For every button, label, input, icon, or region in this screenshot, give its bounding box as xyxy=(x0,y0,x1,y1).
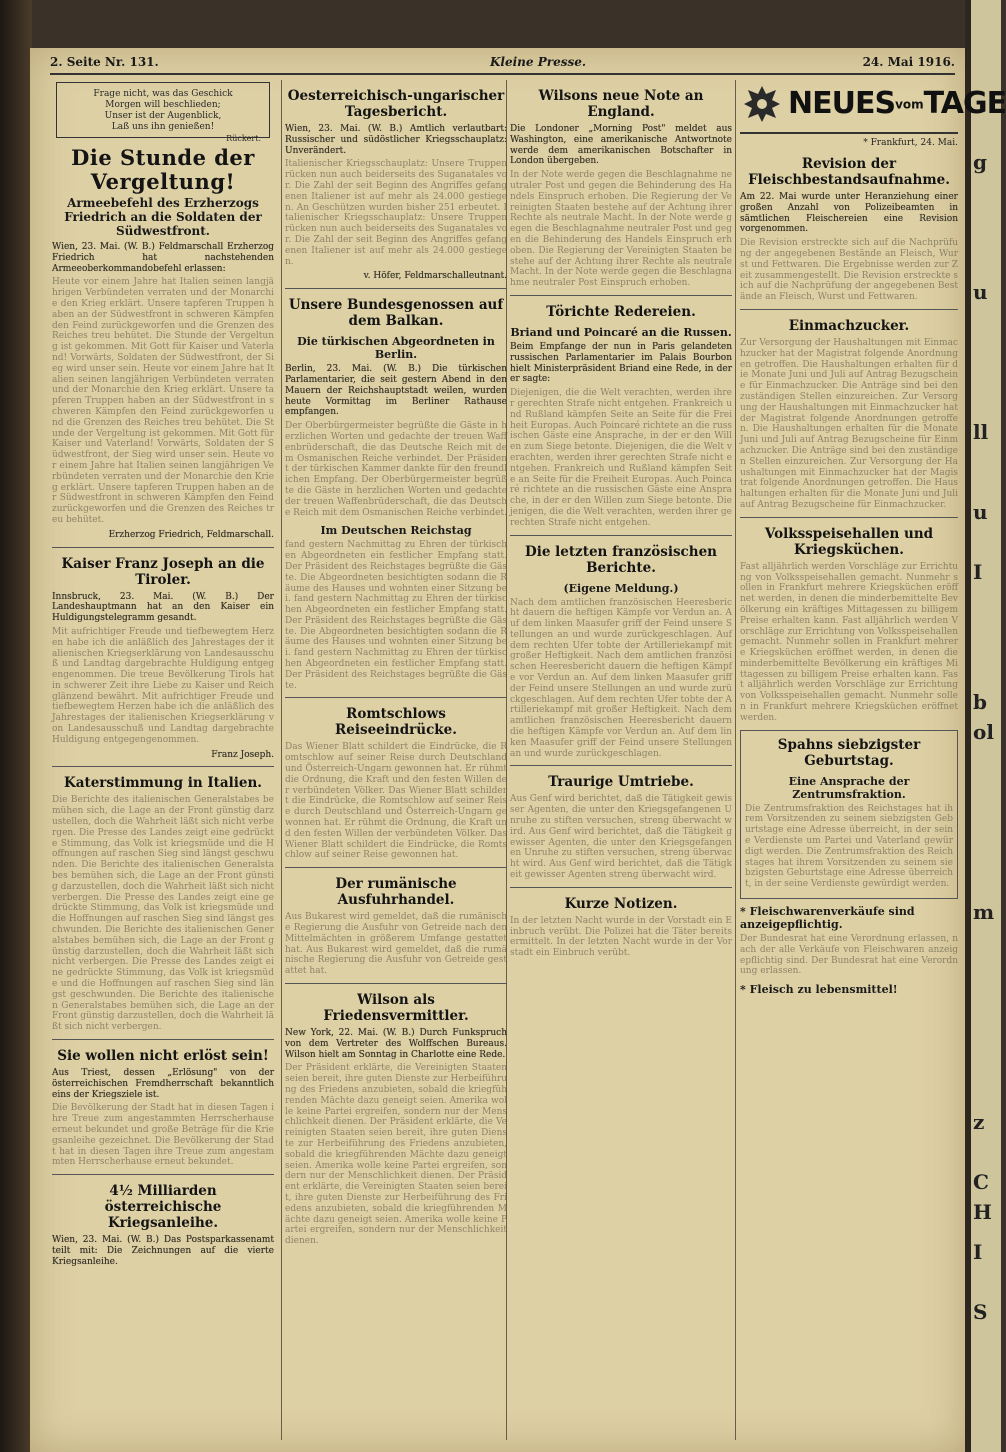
edge-fragment: g xyxy=(973,150,987,174)
divider xyxy=(510,765,732,766)
masthead-title xyxy=(788,85,1006,121)
bericht-lead: Wien, 23. Mai. (W. B.) Amtlich verlautbart: Russischer und südöstlicher Kriegsschauplatz: Unverändert. xyxy=(285,124,507,156)
main-headline: Die Stunde der Vergeltung! xyxy=(71,145,255,194)
divider xyxy=(740,517,958,518)
erlost-body: Die Bevölkerung der Stadt hat in diesen Tagen ihre Treue zum angestammten Herrscherhause erneut bekundet und große Beträge für die Kriegsanleihe gezeichnet. Die Bevölkerung der Stadt hat in diesen Tagen ihre Treue zum angestammten Herrscherhause erneut bekundet. xyxy=(52,1103,274,1168)
bericht-signoff: v. Höfer, Feldmarschalleutnant. xyxy=(363,271,507,282)
revision-body: Die Revision erstreckte sich auf die Nachprüfung der angegebenen Bestände an Fleisch, Wurst und Fettwaren. Die Ergebnisse werden zur Zeit zusammengestellt. Die Revision erstreckte sich auf die Nachprüfung der angegebenen Bestände an Fleisch, Wurst und Fettwaren. xyxy=(740,238,958,303)
edge-fragment: S xyxy=(973,1300,988,1324)
geben-headline: * Fleisch zu lebensmittel! xyxy=(740,983,898,997)
divider xyxy=(510,887,732,888)
notizen-body: In der letzten Nacht wurde in der Vorstadt ein Einbruch verübt. Die Polizei hat die Täter bereits ermittelt. In der letzten Nacht wurde in der Vorstadt ein Einbruch verübt. xyxy=(510,915,732,959)
issue-date: 24. Mai 1916. xyxy=(862,55,955,69)
balkan-lead: Berlin, 23. Mai. (W. B.) Die türkischen Parlamentarier, die seit gestern Abend in den Mauern der Reichshauptstadt weilen, wurden heute Vormittag im Berliner Rathause empfangen. xyxy=(285,364,507,418)
divider xyxy=(285,867,507,868)
neues-vom-tage-masthead xyxy=(740,80,1006,134)
umtriebe-headline: Traurige Umtriebe. xyxy=(548,774,694,791)
edge-fragment: ol xyxy=(973,720,994,744)
eagle-crest-icon xyxy=(740,82,784,126)
paper-name: Kleine Presse. xyxy=(490,55,587,69)
edge-fragment: u xyxy=(973,500,988,524)
italien-headline: Katerstimmung in Italien. xyxy=(63,775,263,792)
tirol-body: Mit aufrichtiger Freude und tiefbewegtem Herzen habe ich die anläßlich des Jahrestages der italienischen Kriegserklärung von Landesausschuß und Landtag dargebrachte Huldigung entgegengenommen. Die treue Bevölkerung Tirols hat in schwerer Zeit ihre Liebe zu Kaiser und Reich glänzend bewährt. Mit aufrichtiger Freude und tiefbewegtem Herzen habe ich die anläßlich des Jahrestages der italienischen Kriegserklärung von Landesausschuß und Landtag dargebrachte Huldigung entgegengenommen. xyxy=(52,626,274,745)
divider xyxy=(52,1174,274,1175)
anleihe-lead: Wien, 23. Mai. (W. B.) Das Postsparkassenamt teilt mit: Die Zeichnungen auf die vierte Kriegsanleihe. xyxy=(52,1235,274,1267)
column-3 xyxy=(510,80,732,1450)
balkan-body: Der Oberbürgermeister begrüßte die Gäste in herzlichen Worten und gedachte der treuen Waffenbrüderschaft, die das Deutsche Reich mit dem Osmanischen Reiche verbindet. Der Präsident der türkischen Kammer dankte für den freundlichen Empfang. Der Oberbürgermeister begrüßte die Gäste in herzlichen Worten und gedachte der treuen Waffenbrüderschaft, die das Deutsche Reich mit dem Osmanischen Reiche verbindet. xyxy=(285,421,507,518)
anleihe-headline: 4½ Milliarden österreichische Kriegsanleihe. xyxy=(104,1183,222,1232)
divider xyxy=(285,288,507,289)
notizen-headline: Kurze Notizen. xyxy=(564,895,678,912)
edge-fragment: I xyxy=(973,1240,983,1264)
erlost-lead: Aus Triest, dessen „Erlösung" von der österreichischen Fremdherrschaft bekanntlich eins der Kriegsziele ist. xyxy=(52,1068,274,1100)
volks-body: Fast alljährlich werden Vorschläge zur Errichtung von Volksspeisehallen gemacht. Nunmehr sollen in Frankfurt mehrere Kriegsküchen eröffnet werden, in denen die minderbemittelte Bevölkerung ein kräftiges Mittagessen zu billigem Preise erhalten kann. Fast alljährlich werden Vorschläge zur Errichtung von Volksspeisehallen gemacht. Nunmehr sollen in Frankfurt mehrere Kriegsküchen eröffnet werden, in denen die minderbemittelte Bevölkerung ein kräftiges Mittagessen zu billigem Preise erhalten kann. Fast alljährlich werden Vorschläge zur Errichtung von Volksspeisehallen gemacht. Nunmehr sollen in Frankfurt mehrere Kriegsküchen eröffnet werden. xyxy=(740,561,958,723)
erlost-headline: Sie wollen nicht erlöst sein! xyxy=(57,1048,269,1064)
article-body: Heute vor einem Jahre hat Italien seinen langjährigen Verbündeten verraten und der Monarchie den Krieg erklärt. Unsere tapferen Truppen haben an der Südwestfront in schweren Kämpfen den Feind zurückgeworfen und die Grenzen des Reiches treu behütet. Die Stunde der Vergeltung ist gekommen. Mit Gott für Kaiser und Vaterland! Vorwärts, Soldaten der Südwestfront, der Sieg wird unser sein. Heute vor einem Jahre hat Italien seinen langjährigen Verbündeten verraten und der Monarchie den Krieg erklärt. Unsere tapferen Truppen haben an der Südwestfront in schweren Kämpfen den Feind zurückgeworfen und die Grenzen des Reiches treu behütet. Die Stunde der Vergeltung ist gekommen. Mit Gott für Kaiser und Vaterland! Vorwärts, Soldaten der Südwestfront, der Sieg wird unser sein. Heute vor einem Jahre hat Italien seinen langjährigen Verbündeten verraten und der Monarchie den Krieg erklärt. Unsere tapferen Truppen haben an der Südwestfront in schweren Kämpfen den Feind zurückgeworfen und die Grenzen des Reiches treu behütet. xyxy=(52,277,274,525)
reden-body: Diejenigen, die die Welt verachten, werden ihrer gerechten Strafe nicht entgehen. Frankreich und Rußland kämpfen Seite an Seite für die Freiheit Europas. Auch Poincaré richtete an die russischen Gäste eine Ansprache, in der er den Willen zum Siege betonte. Diejenigen, die die Welt verachten, werden ihrer gerechten Strafe nicht entgehen. Frankreich und Rußland kämpfen Seite an Seite für die Freiheit Europas. Auch Poincaré richtete an die russischen Gäste eine Ansprache, in der er den Willen zum Siege betonte. Diejenigen, die die Welt verachten, werden ihrer gerechten Strafe nicht entgehen. xyxy=(510,388,732,528)
masthead-word-1: NEUES xyxy=(788,85,896,121)
note-lead: Die Londoner „Morning Post" meldet aus Washington, eine amerikanische Antwortnote werde dem amerikanischen Botschafter in London übergeben. xyxy=(510,124,732,167)
edge-fragment: u xyxy=(973,280,988,304)
fleisch-headline: * Fleischwarenverkäufe sind anzeigepflichtig. xyxy=(740,905,915,932)
bericht-headline: Oesterreichisch-ungarischer Tagesbericht. xyxy=(287,88,505,120)
zucker-body: Zur Versorgung der Haushaltungen mit Einmachzucker hat der Magistrat folgende Anordnungen getroffen. Die Haushaltungen erhalten für die Monate Juni und Juli auf Antrag Bezugscheine für Einmachzucker. Die Anträge sind bei den zuständigen Stellen einzureichen. Zur Versorgung der Haushaltungen mit Einmachzucker hat der Magistrat folgende Anordnungen getroffen. Die Haushaltungen erhalten für die Monate Juni und Juli auf Antrag Bezugscheine für Einmachzucker. Die Anträge sind bei den zuständigen Stellen einzureichen. Zur Versorgung der Haushaltungen mit Einmachzucker hat der Magistrat folgende Anordnungen getroffen. Die Haushaltungen erhalten für die Monate Juni und Juli auf Antrag Bezugscheine für Einmachzucker. xyxy=(740,337,958,510)
page-header xyxy=(50,55,955,75)
ausfuhr-headline: Der rumänische Ausfuhrhandel. xyxy=(335,876,457,909)
wilson-headline: Wilson als Friedensvermittler. xyxy=(323,992,469,1025)
edge-fragment: z xyxy=(973,1110,985,1134)
reichstag-body: fand gestern Nachmittag zu Ehren der türkischen Abgeordneten ein festlicher Empfang statt. Der Präsident des Reichstages begrüßte die Gäste. Die Abgeordneten besichtigten sodann die Räume des Hauses und wohnten einer Sitzung bei. fand gestern Nachmittag zu Ehren der türkischen Abgeordneten ein festlicher Empfang statt. Der Präsident des Reichstages begrüßte die Gäste. Die Abgeordneten besichtigten sodann die Räume des Hauses und wohnten einer Sitzung bei. fand gestern Nachmittag zu Ehren der türkischen Abgeordneten ein festlicher Empfang statt. Der Präsident des Reichstages begrüßte die Gäste. xyxy=(285,540,507,691)
nomtschlow-body: Das Wiener Blatt schildert die Eindrücke, die Romtschlow auf seiner Reise durch Deutschland und Österreich-Ungarn gewonnen hat. Er rühmt die Ordnung, die Kraft und den festen Willen der verbündeten Völker. Das Wiener Blatt schildert die Eindrücke, die Romtschlow auf seiner Reise durch Deutschland und Österreich-Ungarn gewonnen hat. Er rühmt die Ordnung, die Kraft und den festen Willen der verbündeten Völker. Das Wiener Blatt schildert die Eindrücke, die Romtschlow auf seiner Reise gewonnen hat. xyxy=(285,742,507,861)
poem-line: Frage nicht, was das Geschick xyxy=(93,89,233,99)
edge-fragment: m xyxy=(973,900,995,924)
italien-body: Die Berichte des italienischen Generalstabes bemühen sich, die Lage an der Front günstig darzustellen, doch die Wahrheit läßt sich nicht verbergen. Die Presse des Landes zeigt eine gedrückte Stimmung, das Volk ist kriegsmüde und die Hoffnungen auf raschen Sieg sind längst geschwunden. Die Berichte des italienischen Generalstabes bemühen sich, die Lage an der Front günstig darzustellen, doch die Wahrheit läßt sich nicht verbergen. Die Presse des Landes zeigt eine gedrückte Stimmung, das Volk ist kriegsmüde und die Hoffnungen auf raschen Sieg sind längst geschwunden. Die Berichte des italienischen Generalstabes bemühen sich, die Lage an der Front günstig darzustellen, doch die Wahrheit läßt sich nicht verbergen. Die Presse des Landes zeigt eine gedrückte Stimmung, das Volk ist kriegsmüde und die Hoffnungen auf raschen Sieg sind längst geschwunden. Die Berichte des italienischen Generalstabes bemühen sich, die Lage an der Front günstig darzustellen, doch die Wahrheit läßt sich nicht verbergen. xyxy=(52,795,274,1033)
column-2 xyxy=(285,80,507,1450)
dateline: * Frankfurt, 24. Mai. xyxy=(863,138,958,148)
book-spine xyxy=(0,0,32,1452)
divider xyxy=(285,697,507,698)
nomtschlow-headline: Romtschlows Reiseeindrücke. xyxy=(335,706,457,739)
franz-headline: Die letzten französischen Berichte. xyxy=(524,543,717,576)
ausfuhr-body: Aus Bukarest wird gemeldet, daß die rumänische Regierung die Ausfuhr von Getreide nach den Mittelmächten in größerem Umfange gestattet hat. Aus Bukarest wird gemeldet, daß die rumänische Regierung die Ausfuhr von Getreide gestattet hat. xyxy=(285,912,507,977)
revision-headline: Revision der Fleischbestandsaufnahme. xyxy=(748,156,950,188)
edge-fragment: I xyxy=(973,560,983,584)
divider xyxy=(52,766,274,767)
reden-lead: Beim Empfange der nun in Paris gelandeten russischen Parlamentarier im Palais Bourbon hielt Ministerpräsident Briand eine Rede, in der er sagte: xyxy=(510,341,732,385)
spahn-subhead: Eine Ansprache der Zentrumsfraktion. xyxy=(788,774,910,801)
spahn-body: Die Zentrumsfraktion des Reichstages hat ihrem Vorsitzenden zu seinem siebzigsten Geburtstage eine Adresse überreicht, in der seine Verdienste um Partei und Vaterland gewürdigt werden. Die Zentrumsfraktion des Reichstages hat ihrem Vorsitzenden zu seinem siebzigsten Geburtstage eine Adresse überreicht, in der seine Verdienste gewürdigt werden. xyxy=(745,803,953,890)
edge-fragment: ll xyxy=(973,420,989,444)
balkan-subhead: Die türkischen Abgeordneten in Berlin. xyxy=(297,335,495,362)
poem-author: Rückert. xyxy=(226,134,261,143)
divider xyxy=(285,983,507,984)
column-4 xyxy=(740,80,1006,1450)
edge-fragment: H xyxy=(973,1200,992,1224)
zucker-headline: Einmachzucker. xyxy=(788,317,910,334)
divider xyxy=(52,547,274,548)
tirol-lead: Innsbruck, 23. Mai. (W. B.) Der Landeshauptmann hat an den Kaiser ein Huldigungstelegramm gesandt. xyxy=(52,591,274,624)
masthead-word-3: TAGE xyxy=(923,85,1006,121)
balkan-headline: Unsere Bundesgenossen auf dem Balkan. xyxy=(288,297,504,330)
tirol-signoff: Franz Joseph. xyxy=(211,749,274,760)
divider xyxy=(740,309,958,310)
wilson-lead: New York, 22. Mai. (W. B.) Durch Funkspruch von dem Vertreter des Wolffschen Bureaus. Wilson hielt am Sonntag in Charlotte eine Rede. xyxy=(285,1028,507,1060)
spahn-box xyxy=(740,730,958,899)
franz-subhead: (Eigene Meldung.) xyxy=(563,581,679,595)
edge-fragment: b xyxy=(973,690,987,714)
wilson-body: Der Präsident erklärte, die Vereinigten Staaten seien bereit, ihre guten Dienste zur Herbeiführung des Friedens anzubieten, sobald die kriegführenden Mächte dazu geneigt seien. Amerika wolle keine Partei ergreifen, sondern nur der Menschlichkeit dienen. Der Präsident erklärte, die Vereinigten Staaten seien bereit, ihre guten Dienste zur Herbeiführung des Friedens anzubieten, sobald die kriegführenden Mächte dazu geneigt seien. Amerika wolle keine Partei ergreifen, sondern nur der Menschlichkeit dienen. Der Präsident erklärte, die Vereinigten Staaten seien bereit, ihre guten Dienste zur Herbeiführung des Friedens anzubieten, sobald die kriegführenden Mächte dazu geneigt seien. Amerika wolle keine Partei ergreifen, sondern nur der Menschlichkeit dienen. xyxy=(285,1063,507,1247)
umtriebe-body: Aus Genf wird berichtet, daß die Tätigkeit gewisser Agenten, die unter den Kriegsgefangenen Unruhe zu stiften versuchen, streng überwacht wird. Aus Genf wird berichtet, daß die Tätigkeit gewisser Agenten, die unter den Kriegsgefangenen Unruhe zu stiften versuchen, streng überwacht wird. Aus Genf wird berichtet, daß die Tätigkeit gewisser Agenten streng überwacht wird. xyxy=(510,794,732,881)
page-number: 2. Seite Nr. 131. xyxy=(50,55,159,69)
article-lead: Wien, 23. Mai. (W. B.) Feldmarschall Erzherzog Friedrich hat nachstehenden Armeeoberkommandobefehl erlassen: xyxy=(52,242,274,274)
column-rule xyxy=(735,80,736,1440)
volks-headline: Volksspeisehallen und Kriegsküchen. xyxy=(764,525,934,558)
next-page-edge xyxy=(965,0,1000,1452)
main-subhead: Armeebefehl des Erzherzogs Friedrich an die Soldaten der Südwestfront. xyxy=(64,196,262,238)
motto-box xyxy=(56,82,270,143)
article-signoff: Erzherzog Friedrich, Feldmarschall. xyxy=(108,529,274,540)
column-rule xyxy=(281,80,282,1440)
divider xyxy=(510,535,732,536)
note-headline: Wilsons neue Note an England. xyxy=(538,88,704,120)
divider xyxy=(52,1039,274,1040)
bericht-body: Italienischer Kriegsschauplatz: Unsere Truppen rücken nun auch beiderseits des Suganatales vor. Die Zahl der seit Beginn des Angriffes gefangenen Italiener ist auf mehr als 24.000 gestiegen. An Geschützen wurden bisher 251 erbeutet. Italienischer Kriegsschauplatz: Unsere Truppen rücken nun auch beiderseits des Suganatales vor. Die Zahl der seit Beginn des Angriffes gefangenen Italiener ist auf mehr als 24.000 gestiegen. xyxy=(285,159,507,267)
reden-subhead: Briand und Poincaré an die Russen. xyxy=(510,325,732,339)
poem-line: Unser ist der Augenblick, xyxy=(104,111,222,121)
reden-headline: Törichte Redereien. xyxy=(546,303,696,320)
divider xyxy=(510,295,732,296)
note-body: In der Note werde gegen die Beschlagnahme neutraler Post und gegen die Behinderung des Handels Einspruch erhoben. Die Regierung der Vereinigten Staaten bestehe auf der Achtung ihrer Rechte als neutrale Macht. In der Note werde gegen die Beschlagnahme neutraler Post und gegen die Behinderung des Handels Einspruch erhoben. Die Regierung der Vereinigten Staaten bestehe auf der Achtung ihrer Rechte als neutrale Macht. In der Note werde gegen die Beschlagnahme neutraler Post Einspruch erhoben. xyxy=(510,170,732,289)
revision-lead: Am 22. Mai wurde unter Heranziehung einer großen Anzahl von Polizeibeamten in sämtlichen Fleischereien eine Revision vorgenommen. xyxy=(740,192,958,235)
poem-line: Morgen will beschlieden; xyxy=(105,100,221,110)
reichstag-subhead: Im Deutschen Reichstag xyxy=(320,524,472,538)
column-1 xyxy=(52,80,274,1450)
tirol-headline: Kaiser Franz Joseph an die Tiroler. xyxy=(61,555,265,588)
spahn-headline: Spahns siebzigster Geburtstag. xyxy=(777,736,921,769)
poem-line: Laß uns ihn genießen! xyxy=(111,122,215,132)
franz-body: Nach dem amtlichen französischen Heeresbericht dauern die heftigen Kämpfe vor Verdun an. Auf dem linken Maasufer griff der Feind unsere Stellungen an und wurde zurückgeschlagen. Auf dem rechten Ufer tobte der Artilleriekampf mit großer Heftigkeit. Nach dem amtlichen französischen Heeresbericht dauern die heftigen Kämpfe vor Verdun an. Auf dem linken Maasufer griff der Feind unsere Stellungen an und wurde zurückgeschlagen. Auf dem rechten Ufer tobte der Artilleriekampf mit großer Heftigkeit. Nach dem amtlichen französischen Heeresbericht dauern die heftigen Kämpfe vor Verdun an. Auf dem linken Maasufer griff der Feind unsere Stellungen an und wurde zurückgeschlagen. xyxy=(510,597,732,759)
edge-fragment: C xyxy=(973,1170,989,1194)
fleisch-body: Der Bundesrat hat eine Verordnung erlassen, nach der alle Verkäufe von Fleischwaren anzeigepflichtig sind. Der Bundesrat hat eine Verordnung erlassen. xyxy=(740,934,958,977)
masthead-word-2: vom xyxy=(895,97,924,112)
